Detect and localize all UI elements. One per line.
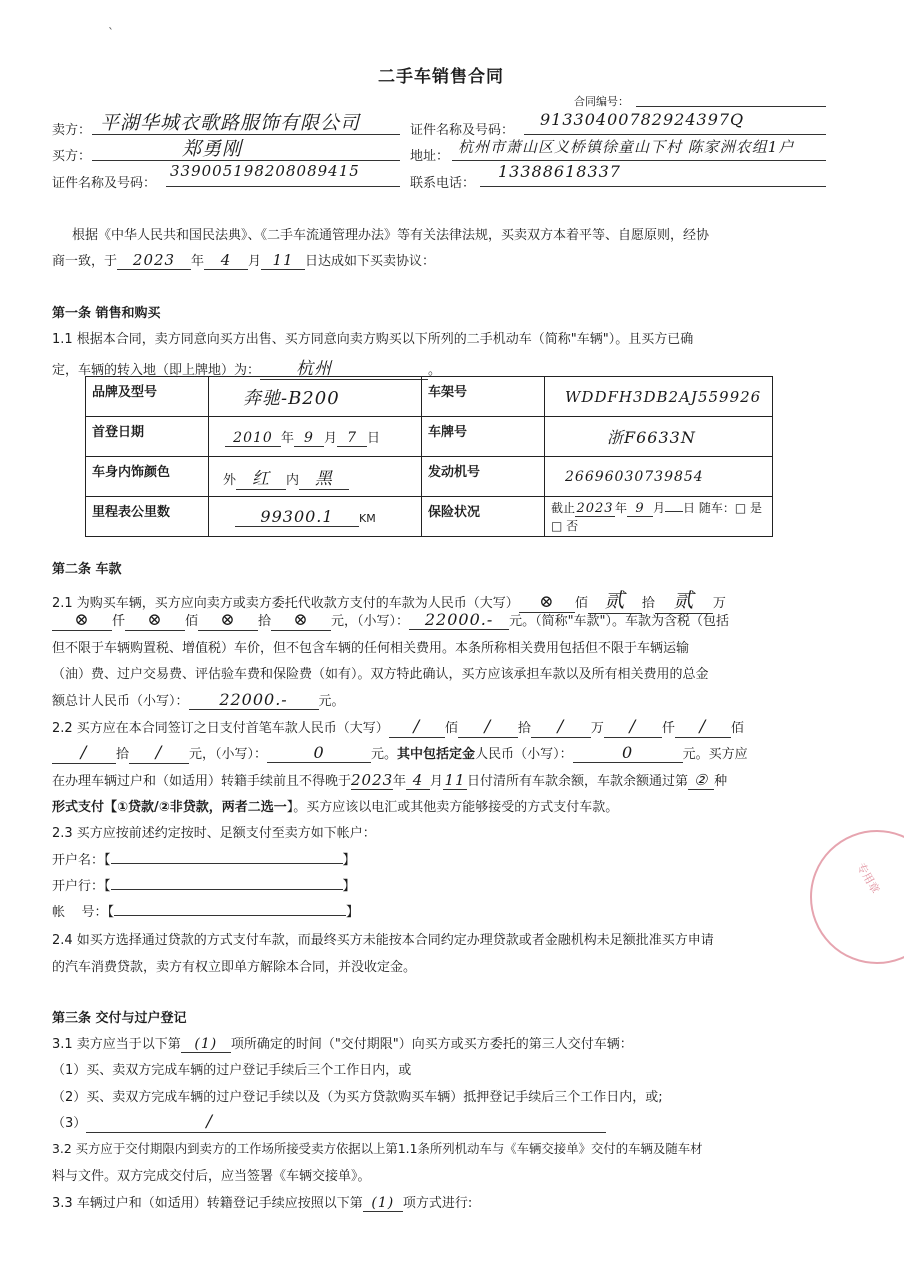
- p22-line2: [52, 743, 748, 764]
- p22-unit-bai2: 佰: [730, 721, 744, 736]
- intro-text-b: 年: [191, 254, 205, 269]
- p31-a: 3.1 卖方应当于以下第: [52, 1037, 181, 1052]
- intro-line-1: 根据《中华人民共和国民法典》、《二手车流通管理办法》等有关法律法规，买卖双方本着平等、自愿原则，经协: [72, 228, 710, 243]
- p22-line1: [52, 717, 744, 738]
- phone-value: 13388618337: [498, 162, 621, 181]
- address-label: 地址：: [410, 149, 450, 164]
- address-value: 杭州市萧山区义桥镇徐童山下村 陈家洲农组1户: [458, 138, 795, 156]
- ins-day-blank: [665, 511, 683, 512]
- account-bank-end: 】: [342, 879, 356, 894]
- phone-line: [480, 186, 826, 187]
- art1-text-b: 。: [428, 363, 442, 378]
- ins-cell: [545, 497, 773, 537]
- seller-value: 平湖华城衣歌路服饰有限公司: [100, 112, 361, 134]
- vin-label: 车架号: [422, 377, 545, 417]
- article-1-heading: 第一条 销售和购买: [52, 306, 161, 321]
- account-no-end: 】: [346, 905, 360, 920]
- account-no-label: 帐 号：【: [52, 905, 115, 920]
- account-no-blank: [114, 915, 346, 916]
- ins-d: 日 随车：□ 是 □ 否: [551, 501, 763, 533]
- ins-y: 年: [615, 501, 628, 515]
- account-name-label: 开户名：【: [52, 853, 111, 868]
- pay-day: 11: [444, 771, 466, 789]
- ins-label: 保险状况: [422, 497, 545, 537]
- reg-m: 月: [324, 430, 338, 446]
- buyer-line: [92, 160, 400, 161]
- amt-bai: ⊗: [519, 592, 575, 613]
- option-2: （2）买、卖双方完成车辆的过户登记手续以及（为买方贷款购买车辆）抵押登记手续后三个工作日内，或;: [52, 1090, 663, 1105]
- intro-year: 2023: [117, 251, 191, 270]
- pay-month: 4: [406, 771, 430, 790]
- p22-l2-d: 元。买方应: [682, 747, 748, 762]
- plate-cell: [545, 417, 773, 457]
- art2-line2: [52, 610, 729, 631]
- unit-shi2: 拾: [258, 614, 272, 629]
- p22-l4-b: 】。买方应该以电汇或其他卖方能够接受的方式支付车款。: [286, 800, 619, 815]
- intro-month: 4: [204, 251, 248, 270]
- vehicle-table: [85, 376, 773, 537]
- amt-shi2: ⊗: [198, 610, 258, 631]
- reg-d: 日: [367, 430, 381, 446]
- id-line-1: [524, 134, 826, 135]
- art2-line3: 但不限于车辆购置税、增值税）车价，但不包含车辆的任何相关费用。本条所称相关费用包括但不限于车辆运输: [52, 641, 690, 656]
- color-in: 黑: [299, 464, 349, 490]
- color-label: 车身内饰颜色: [86, 457, 209, 497]
- p23: 2.3 买方应按前述约定按时、足额支付至卖方如下帐户：: [52, 826, 376, 841]
- vin-cell: [545, 377, 773, 417]
- art2-l5-a: 额总计人民币（小写）：: [52, 694, 189, 709]
- p22-l2-c: 人民币（小写）：: [475, 747, 573, 762]
- pay-m: 月: [430, 774, 444, 789]
- p22-bai2: /: [675, 717, 731, 738]
- p22-unit-bai: 佰: [444, 721, 458, 736]
- color-out: 红: [236, 464, 286, 490]
- plate-label: 车牌号: [422, 417, 545, 457]
- mileage-label: 里程表公里数: [86, 497, 209, 537]
- amt-shi: 贰: [588, 584, 642, 614]
- p31-choice: (1): [181, 1036, 231, 1053]
- document-title: 二手车销售合同: [378, 67, 504, 87]
- pay-way: ②: [688, 771, 714, 790]
- p22-l3-a: 在办理车辆过户和（如适用）转籍手续前且不得晚于: [52, 774, 352, 789]
- reg-month: 9: [294, 430, 324, 447]
- brand-cell: [209, 377, 422, 417]
- table-row: [86, 417, 773, 457]
- ins-prefix: 截止: [551, 501, 576, 515]
- brand-label: 品牌及型号: [86, 377, 209, 417]
- reg-day: 7: [337, 430, 367, 447]
- p33: [52, 1192, 472, 1212]
- table-row: [86, 497, 773, 537]
- intro-day: 11: [261, 251, 305, 270]
- account-bank-blank: [111, 889, 343, 890]
- art1-p1-line1: 1.1 根据本合同，卖方同意向买方出售、买方同意向卖方购买以下所列的二手机动车（简称"车辆"）。且买方已确: [52, 332, 694, 347]
- unit-shi: 拾: [641, 596, 655, 611]
- p33-b: 项方式进行:: [402, 1196, 473, 1211]
- account-bank-row: [52, 875, 356, 894]
- unit-bai: 佰: [574, 596, 588, 611]
- table-row: [86, 377, 773, 417]
- company-seal: [810, 830, 904, 964]
- option-3-label: （3）: [52, 1116, 87, 1131]
- article-2-heading: 第二条 车款: [52, 562, 122, 577]
- ins-month: 9: [627, 501, 653, 517]
- seal-text: 专用章: [854, 860, 882, 896]
- id-line-2: [166, 186, 400, 187]
- option-3: [52, 1112, 606, 1133]
- p22-bai: /: [389, 717, 445, 738]
- total-amount: 22000.-: [189, 690, 319, 710]
- amt-wan: 贰: [655, 584, 713, 614]
- p22-unit-shi2: 拾: [116, 747, 130, 762]
- intro-text-d: 日达成如下买卖协议：: [305, 254, 436, 269]
- buyer-value: 郑勇刚: [182, 138, 243, 160]
- reg-y: 年: [281, 430, 295, 446]
- p22-shi: /: [458, 717, 518, 738]
- amt-qian: ⊗: [52, 610, 112, 631]
- p22-l3-b: 日付清所有车款余额，车款余额通过第: [467, 774, 689, 789]
- color-out-label: 外: [223, 472, 237, 488]
- buyer-label: 买方：: [52, 149, 92, 164]
- p24-line2: 的汽车消费贷款，卖方有权立即单方解除本合同，并没收定金。: [52, 960, 417, 975]
- engine-value: 26696030739854: [565, 468, 704, 485]
- seller-label: 卖方：: [52, 123, 92, 138]
- id-label-2: 证件名称及号码：: [52, 176, 157, 191]
- mileage-cell: [209, 497, 422, 537]
- amt-bai2: ⊗: [125, 610, 185, 631]
- p22-l1-text: 2.2 买方应在本合同签订之日支付首笔车款人民币（大写）: [52, 721, 389, 736]
- contract-no-label: 合同编号：: [574, 95, 629, 108]
- p22-qian: /: [604, 717, 662, 738]
- p33-a: 3.3 车辆过户和（如适用）转籍登记手续应按照以下第: [52, 1196, 363, 1211]
- p22-unit-yuan: 元，（小写）：: [189, 747, 268, 762]
- address-line: [452, 160, 826, 161]
- article-3-heading: 第三条 交付与过户登记: [52, 1011, 187, 1026]
- color-cell: [209, 457, 422, 497]
- unit-yuan2: 元。（简称"车款"）。车款为含税（包括: [509, 614, 730, 629]
- engine-label: 发动机号: [422, 457, 545, 497]
- p22-l3-c: 种: [714, 774, 728, 789]
- p31: [52, 1033, 633, 1053]
- unit-qian: 仟: [112, 614, 126, 629]
- vin-value: WDDFH3DB2AJ559926: [565, 387, 762, 406]
- art2-l5-b: 元。: [318, 694, 345, 709]
- pay-y: 年: [393, 774, 407, 789]
- color-in-label: 内: [286, 472, 300, 488]
- table-row: [86, 457, 773, 497]
- amount-figures: 22000.-: [409, 610, 509, 630]
- p22-wan: /: [531, 717, 591, 738]
- option-3-value: /: [86, 1112, 606, 1133]
- art2-line5: [52, 690, 345, 710]
- unit-wan: 万: [712, 596, 726, 611]
- intro-text-c: 月: [248, 254, 262, 269]
- ins-m: 月: [653, 501, 666, 515]
- phone-label: 联系电话：: [410, 176, 476, 191]
- reg-cell: [209, 417, 422, 457]
- contract-no-line: [636, 106, 826, 107]
- p22-shi2: /: [52, 743, 116, 764]
- engine-cell: [545, 457, 773, 497]
- p22-unit-qian: 仟: [661, 721, 675, 736]
- destination: 杭州: [260, 354, 428, 380]
- p22-line4: [52, 796, 618, 815]
- pay-year: 2023: [351, 771, 394, 789]
- p22-unit-wan: 万: [590, 721, 604, 736]
- account-name-blank: [111, 863, 343, 864]
- first-payment: 0: [267, 743, 371, 763]
- intro-text-a: 商一致，于: [52, 254, 118, 269]
- account-name-row: [52, 849, 356, 868]
- p33-choice: (1): [363, 1195, 403, 1212]
- corner-mark: `: [108, 26, 114, 40]
- p22-l2-bold: 其中包括定金: [397, 747, 476, 762]
- p22-l2-b: 元。: [371, 747, 398, 762]
- p22-line3: [52, 770, 727, 790]
- brand-value: 奔驰-B200: [243, 387, 340, 409]
- account-name-end: 】: [342, 853, 356, 868]
- p22-unit-shi: 拾: [517, 721, 531, 736]
- p24-line1: 2.4 如买方选择通过贷款的方式支付车款，而最终买方未能按本合同约定办理贷款或者金融机构未足额批准买方申请: [52, 933, 714, 948]
- reg-label: 首登日期: [86, 417, 209, 457]
- ins-year: 2023: [576, 501, 614, 516]
- mileage-value: 99300.1: [235, 507, 359, 527]
- mileage-unit: KM: [359, 511, 376, 525]
- p22-yuan: /: [129, 743, 189, 764]
- deposit: 0: [573, 743, 683, 763]
- p32-line1: 3.2 买方应于交付期限内到卖方的工作场所接受卖方依据以上第1.1条所列机动车与《车辆交接单》交付的车辆及随车材: [52, 1141, 703, 1156]
- reg-year: 2010: [225, 430, 281, 447]
- account-no-row: [52, 901, 359, 920]
- art1-text-a: 定，车辆的转入地（即上牌地）为：: [52, 363, 261, 378]
- id-value-1: 91330400782924397Q: [540, 110, 745, 129]
- option-1: （1）买、卖双方完成车辆的过户登记手续后三个工作日内，或: [52, 1063, 412, 1078]
- p32-line2: 料与文件。双方完成交付后，应当签署《车辆交接单》。: [52, 1169, 371, 1184]
- art2-line4: （油）费、过户交易费、评估验车费和保险费（如有）。双方特此确认，买方应该承担车款以及所有相关费用的总金: [52, 667, 709, 682]
- intro-line-2: [52, 250, 435, 270]
- amt-yuan: ⊗: [271, 610, 331, 631]
- p22-l4-a: 形式支付【①贷款/②非贷款，两者二选一: [52, 800, 287, 815]
- plate-value: 浙F6633N: [607, 428, 696, 447]
- id-label-1: 证件名称及号码：: [410, 123, 515, 138]
- unit-yuan: 元，（小写）：: [331, 614, 410, 629]
- p31-b: 项所确定的时间（"交付期限"）向买方或买方委托的第三人交付车辆：: [230, 1037, 633, 1052]
- unit-bai2: 佰: [185, 614, 199, 629]
- account-bank-label: 开户行：【: [52, 879, 111, 894]
- id-value-2: 339005198208089415: [170, 162, 360, 180]
- art2-l1-text: 2.1 为购买车辆，买方应向卖方或卖方委托代收款方支付的车款为人民币（大写）: [52, 596, 519, 611]
